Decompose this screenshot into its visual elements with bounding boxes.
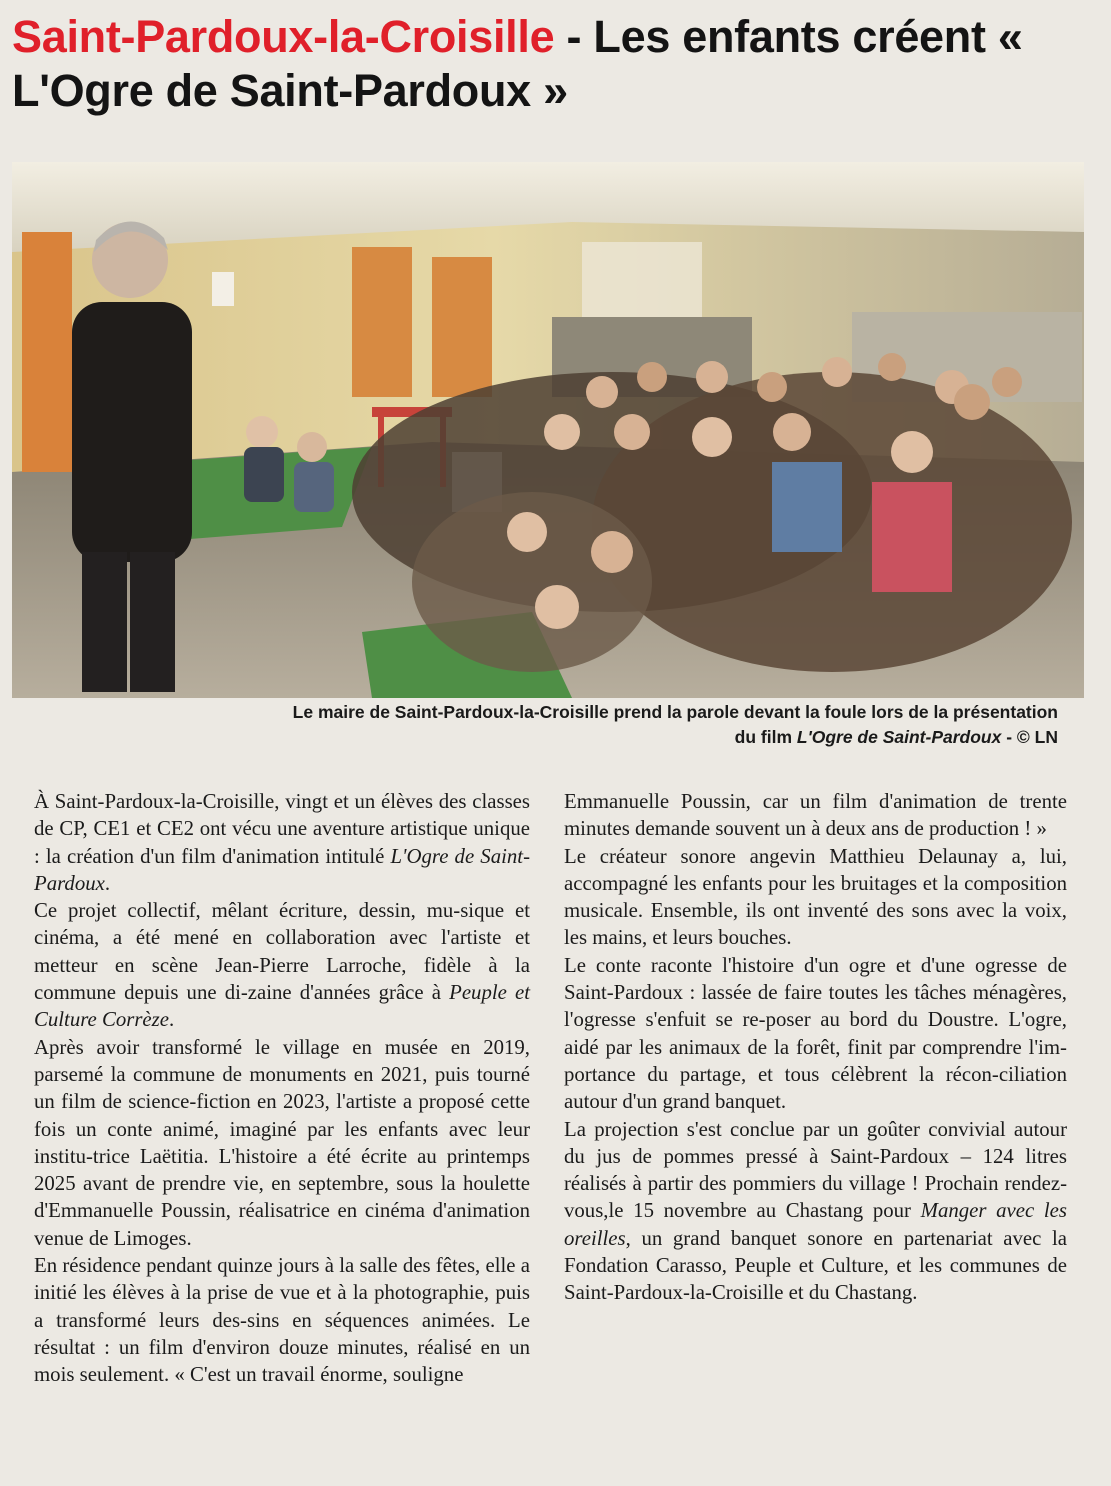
paragraph [34,897,530,1033]
paragraph-text: Ce projet collectif, mêlant écriture, dessin, mu-sique et cinéma, a été mené en collaboration avec l'artiste et metteur en scène Jean-Pierre Larroche, fidèle à la commune depuis une di-zaine d'années grâce à [34,899,530,1005]
audience [352,353,1072,672]
orange-door-middle [352,247,412,397]
paragraph-text: À Saint-Pardoux-la-Croisille, vingt et un élèves des classes de CP, CE1 et CE2 ont vécu une aventure artistique unique : la création d'un film d'animation intitulé [34,790,530,868]
paragraph: Le créateur sonore angevin Matthieu Delaunay a, lui, accompagné les enfants pour les bruitages et la composition musicale. Ensemble, ils ont inventé des sons avec la voix, les mains, et leurs bouches. [564,844,1067,950]
paragraph-text: . [104,871,111,895]
paragraph: Après avoir transformé le village en musée en 2019, parsemé la commune de monuments en 2021, puis tourné un film de science-fiction en 2023, l'artiste a proposé cette fois un conte animé, imaginé par les enfants avec leur institu-trice Laëtitia. L'histoire a été écrite au printemps 2025 avant de prendre vie, en septembre, sous la houlette d'Emmanuelle Poussin, réalisatrice en cinéma d'animation venue de Limoges. [34,1035,530,1250]
headline-title: - Les enfants créent « L'Ogre de Saint-Pardoux » [12,11,1023,116]
caption-line-2 [20,725,1058,750]
paragraph: En résidence pendant quinze jours à la salle des fêtes, elle a initié les élèves à la prise de vue et à la photographie, puis a transformé leurs des-sins en séquences animées. Le résultat : un film d'environ douze minutes, réalisé en un mois seulement. « C'est un travail énorme, souligne [34,1254,530,1387]
paragraph-text: , un grand banquet sonore en partenariat avec la Fondation Carasso, Peuple et Culture, et les communes de Saint-Pardoux-la-Croisille et du Chastang. [564,1226,1067,1305]
event-title: Manger avec les oreilles [564,1199,1068,1250]
paragraph: Emmanuelle Poussin, car un film d'animation de trente minutes demande souvent un à deux ans de production ! » [564,790,1067,841]
organization-name: Peuple et Culture Corrèze [34,981,530,1032]
headline-place: Saint-Pardoux-la-Croisille [12,11,555,62]
caption-credit: - © LN [1001,727,1058,747]
photo-illustration [12,162,1084,698]
article-column-right [564,788,1067,1307]
paragraph [34,788,530,897]
photo-caption [20,700,1058,750]
article-column-left [34,788,530,1389]
orange-door-left [22,232,72,472]
paragraph: Le conte raconte l'histoire d'un ogre et d'une ogresse de Saint-Pardoux : lassée de faire toutes les tâches ménagères, l'ogresse s'enfuit se re-poser au bord du Doustre. L'ogre, aidé par les animaux de la forêt, finit par comprendre l'im-portance du partage, et tous célèbrent la récon-ciliation autour d'un grand banquet. [564,953,1067,1114]
paragraph-text: La projection s'est conclue par un goûter convivial autour du jus de pommes pressé à Saint-Pardoux – 124 litres réalisés à partir des pommiers du village ! Prochain rendez-vous,le 15 novembre au Chastang pour [564,1117,1067,1223]
headline [12,10,1102,118]
paragraph-text: . [169,1008,175,1032]
caption-prefix: du film [734,727,797,747]
event-photo [12,162,1084,698]
caption-film-title: L'Ogre de Saint-Pardoux [796,727,1002,747]
paragraph [564,1116,1067,1307]
film-title: L'Ogre de Saint-Pardoux [34,844,530,895]
caption-line-1: Le maire de Saint-Pardoux-la-Croisille prend la parole devant la foule lors de la présentation [292,702,1058,722]
